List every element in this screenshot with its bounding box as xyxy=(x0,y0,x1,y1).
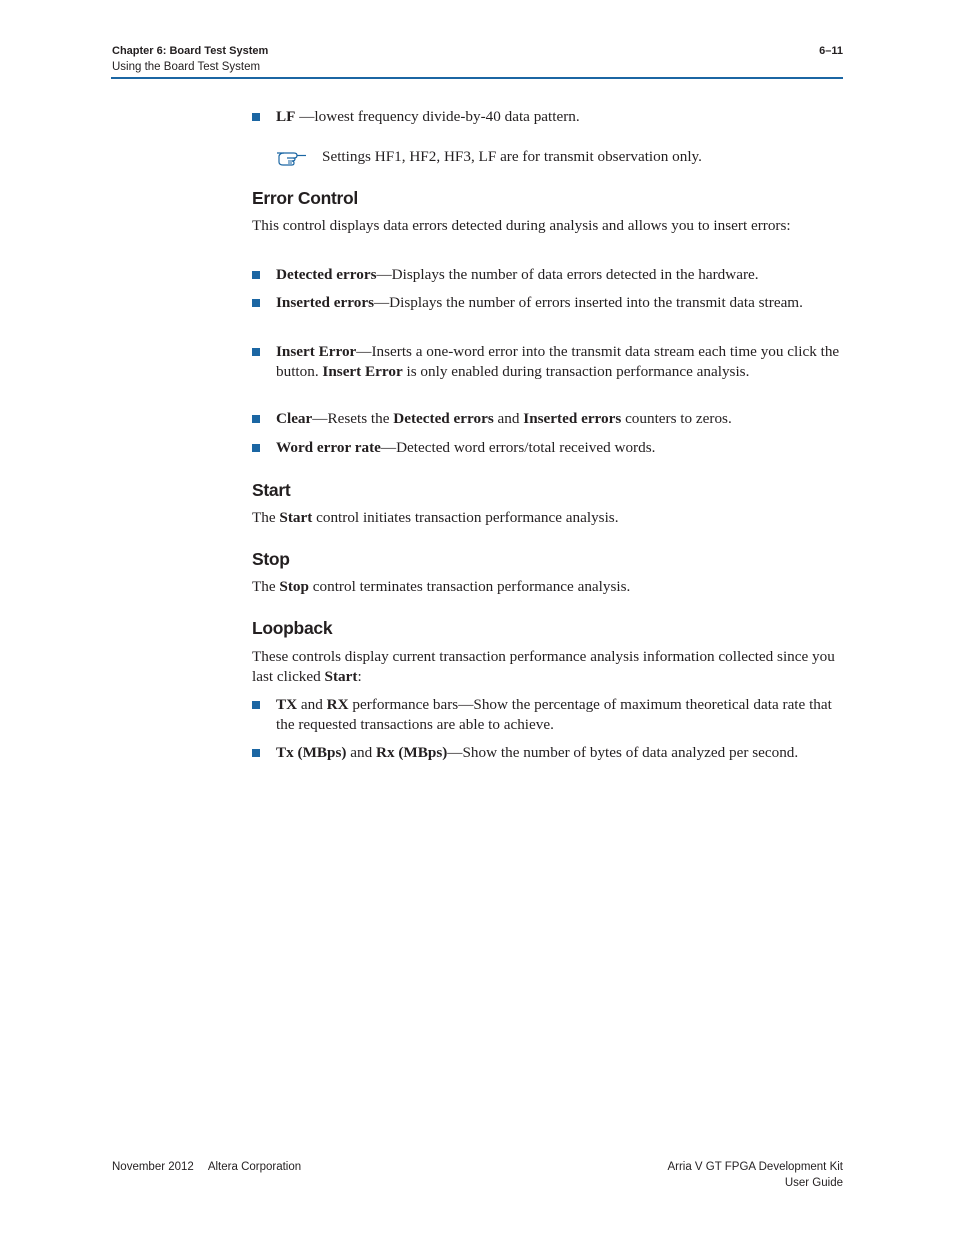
bullet-text: —Inserts a one-word error into the transmit data stream each time you click the button. xyxy=(276,343,840,380)
bullet-term: Detected errors xyxy=(276,266,377,283)
bullet-marker xyxy=(252,701,260,709)
bullet-term-2: Rx (MBps) xyxy=(376,744,448,761)
start-description: The Start control initiates transaction performance analysis. xyxy=(252,509,619,526)
heading-start: Start xyxy=(252,480,291,500)
bullet-term-2: RX xyxy=(326,696,349,713)
footer-doc-type: User Guide xyxy=(784,1177,843,1189)
bullet-detected-errors xyxy=(252,265,847,285)
bullet-text: —Show the number of bytes of data analyzed per second. xyxy=(447,744,799,761)
bullet-term: TX xyxy=(276,696,298,713)
bullet-term-2: Insert Error xyxy=(322,363,403,380)
bullet-word-error-rate xyxy=(252,438,847,458)
page-footer xyxy=(112,1159,843,1189)
bullet-term: Word error rate xyxy=(276,439,381,456)
bullet-lf xyxy=(252,107,847,127)
bullet-inserted-errors xyxy=(252,293,847,313)
bullet-text: —Resets the xyxy=(312,410,394,427)
heading-stop: Stop xyxy=(252,549,290,569)
bullet-text: —Displays the number of errors inserted into the transmit data stream. xyxy=(373,294,803,311)
error-control-intro: This control displays data errors detected during analysis and allows you to insert errors: xyxy=(252,217,791,234)
stop-description: The Stop control terminates transaction performance analysis. xyxy=(252,578,631,595)
bullet-marker xyxy=(252,299,260,307)
bullet-text: —Displays the number of data errors detected in the hardware. xyxy=(376,266,759,283)
bullet-term: Clear xyxy=(276,410,313,427)
footer-date: November 2012 xyxy=(112,1161,194,1173)
bullet-marker xyxy=(252,444,260,452)
chapter-title: Chapter 6: Board Test System xyxy=(112,45,269,57)
page-header xyxy=(112,43,843,75)
page-number: 6–11 xyxy=(819,45,843,57)
note-text: Settings HF1, HF2, HF3, LF are for transmit observation only. xyxy=(322,148,702,165)
bullet-clear xyxy=(252,409,847,429)
bullet-text-2: and xyxy=(493,410,524,427)
start-term: Start xyxy=(279,509,313,526)
footer-company: Altera Corporation xyxy=(207,1161,302,1173)
note xyxy=(276,147,847,167)
bullet-term: Insert Error xyxy=(276,343,357,360)
bullet-term: Inserted errors xyxy=(276,294,374,311)
bullet-term: LF xyxy=(276,108,296,125)
bullet-marker xyxy=(252,348,260,356)
bullet-marker xyxy=(252,271,260,279)
bullet-marker xyxy=(252,415,260,423)
bullet-term-3: Inserted errors xyxy=(523,410,622,427)
heading-loopback: Loopback xyxy=(252,618,333,638)
bullet-term: Tx (MBps) xyxy=(276,744,347,761)
heading-error-control: Error Control xyxy=(252,188,358,208)
bullet-text: performance bars—Show the percentage of maximum theoretical data rate that the requested transactions are able to achieve. xyxy=(276,696,832,733)
bullet-tx-rx-mbps: Tx (MBps) and Rx (MBps)—Show the number of bytes of data analyzed per second. xyxy=(252,743,847,763)
bullet-marker xyxy=(252,113,260,121)
section-title: Using the Board Test System xyxy=(112,61,261,73)
loopback-intro: These controls display current transaction performance analysis information collected since you last clicked Start: xyxy=(252,648,835,685)
bullet-marker xyxy=(252,749,260,757)
bullet-text: —Detected word errors/total received words. xyxy=(380,439,656,456)
bullet-tx-rx-bars: TX and RX performance bars—Show the percentage of maximum theoretical data rate that the requested transactions are able to achieve. xyxy=(252,695,847,735)
bullet-text-3: counters to zeros. xyxy=(621,410,732,427)
pointing-hand-icon xyxy=(276,147,308,167)
bullet-term-2: Detected errors xyxy=(393,410,494,427)
stop-term: Stop xyxy=(279,578,309,595)
header-rule xyxy=(111,77,843,79)
bullet-text: —lowest frequency divide-by-40 data pattern. xyxy=(295,108,580,125)
bullet-text-2: is only enabled during transaction performance analysis. xyxy=(402,363,750,380)
loopback-term: Start xyxy=(324,668,358,685)
bullet-insert-error xyxy=(252,342,847,382)
footer-doc-title: Arria V GT FPGA Development Kit xyxy=(667,1161,843,1173)
